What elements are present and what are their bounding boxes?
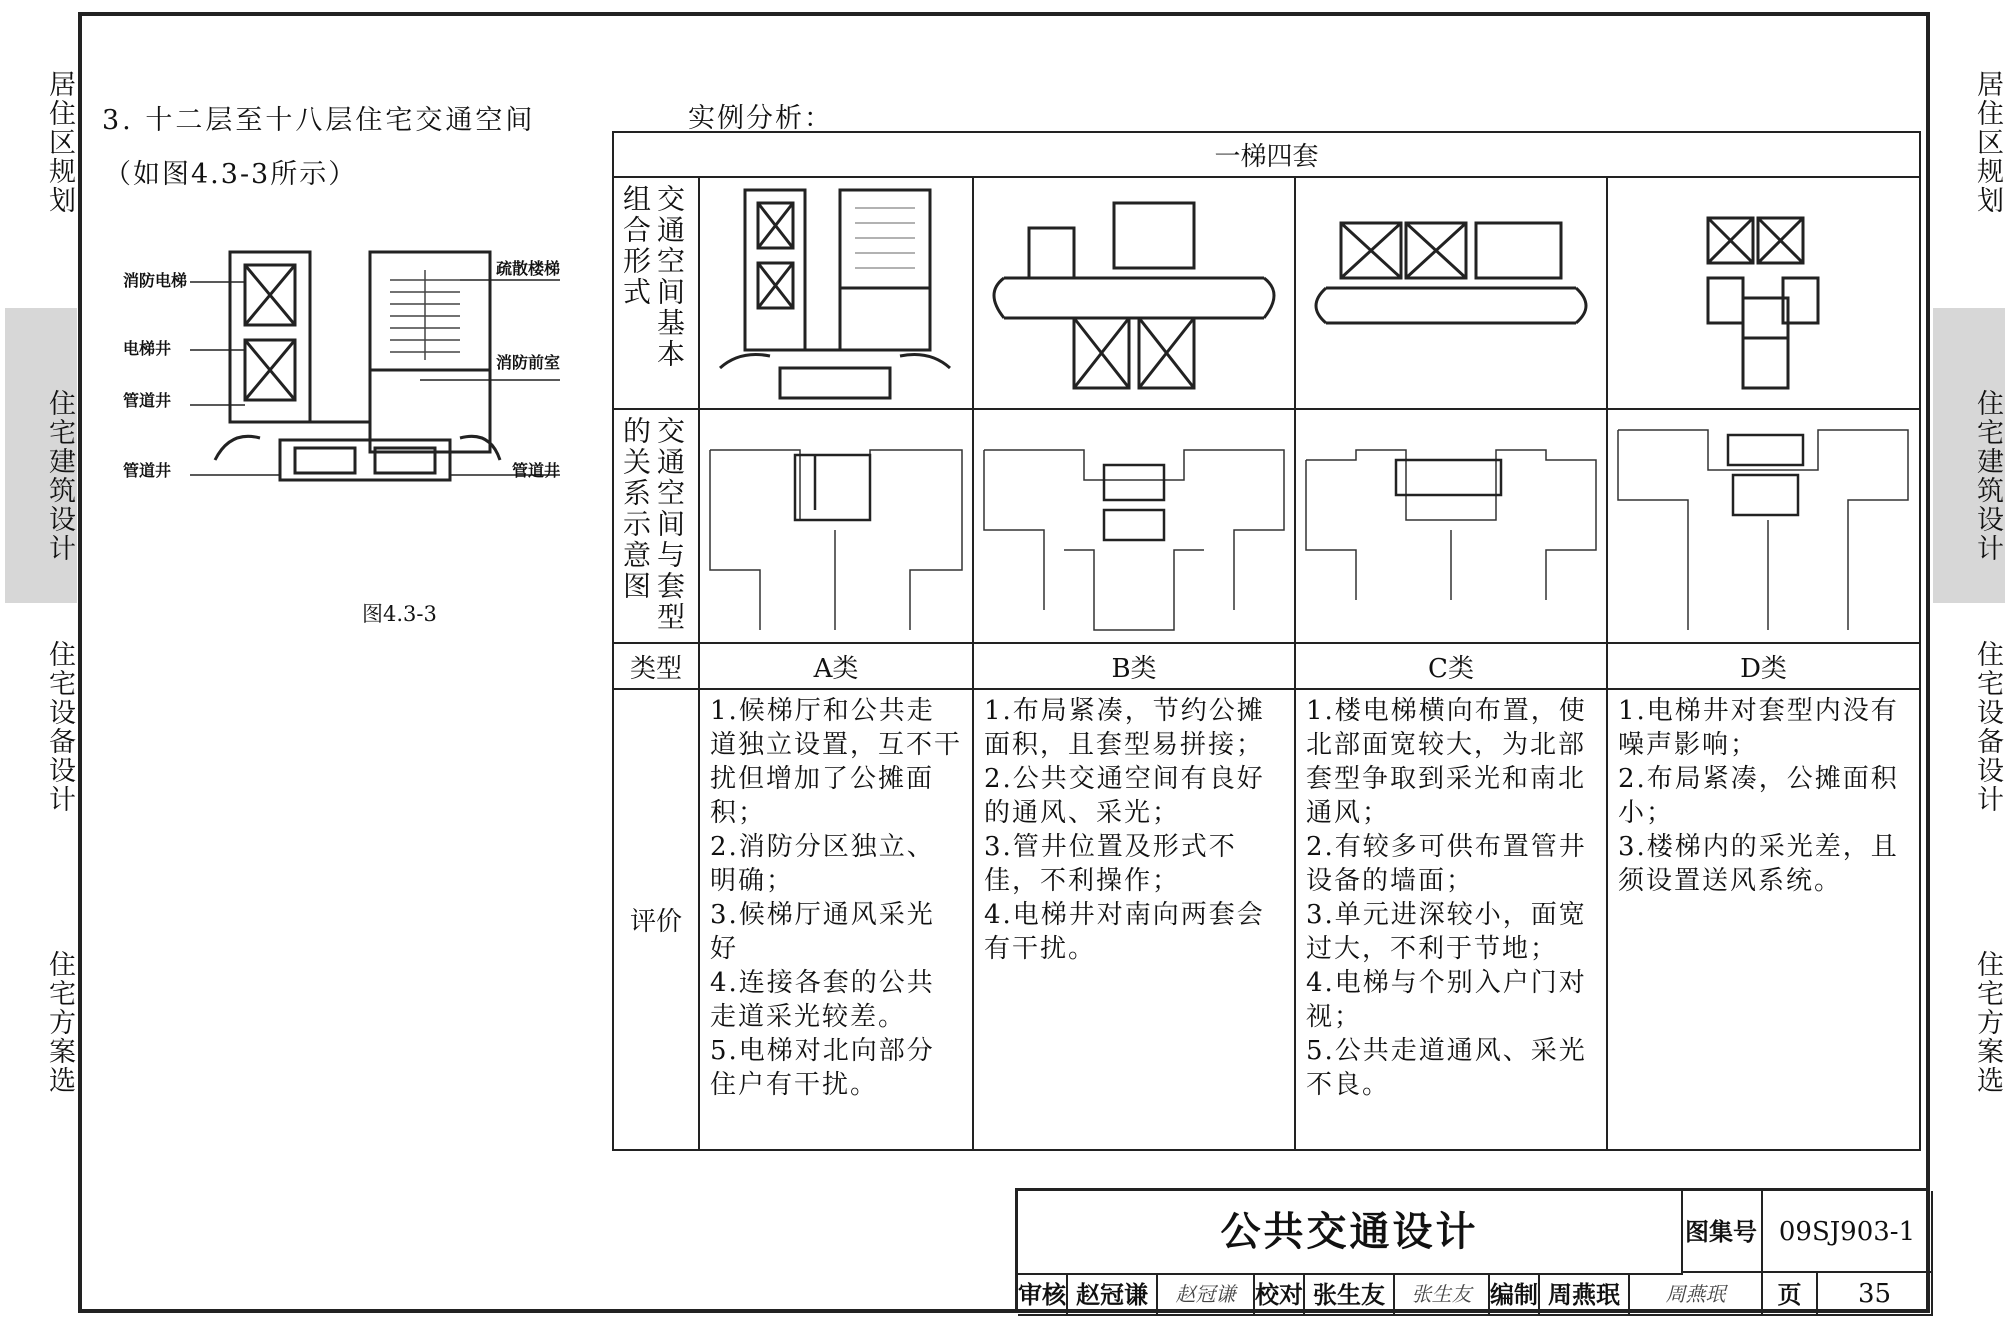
figure-4-3-3 [120, 240, 580, 500]
relation-a-drawing [700, 410, 972, 640]
relation-d-drawing [1608, 410, 1919, 640]
side-tab-equipment-design[interactable]: 住宅设备设计 [44, 640, 75, 814]
plan-a-core [700, 178, 972, 408]
table-title: 一梯四套 [613, 132, 1920, 177]
basic-form-a [699, 177, 973, 409]
evaluation-c [1295, 689, 1607, 1150]
row-label-basic-form-text: 交通空间基本组合形式 [619, 184, 686, 370]
page-number: 35 [1818, 1273, 1933, 1316]
plan-b-core [974, 178, 1294, 408]
side-tab-scheme[interactable]: 住宅方案选 [44, 950, 75, 1095]
relation-b-drawing [974, 410, 1294, 640]
type-b: B类 [973, 643, 1295, 689]
label-pipe-shaft-3: 管道井 [512, 461, 561, 480]
analysis-heading: 实例分析： [688, 103, 833, 134]
title-block [1015, 1188, 1930, 1313]
evaluation-d [1607, 689, 1920, 1150]
relation-a [699, 409, 973, 643]
checker-signature: 张生友 [1395, 1273, 1490, 1316]
label-pipe-shaft-1: 管道井 [123, 391, 172, 410]
atlas-label: 图集号 [1681, 1191, 1763, 1273]
plan-c-core [1296, 178, 1606, 408]
reviewer-name: 赵冠谦 [1068, 1273, 1158, 1316]
type-d: D类 [1607, 643, 1920, 689]
relation-d [1607, 409, 1920, 643]
type-c: C类 [1295, 643, 1607, 689]
basic-form-c [1295, 177, 1607, 409]
side-tab-planning[interactable]: 居住区规划 [44, 70, 75, 215]
section-heading: 3. 十二层至十八层住宅交通空间 [102, 105, 536, 136]
side-tab-building-design[interactable]: 住宅建筑设计 [5, 308, 77, 603]
basic-form-d [1607, 177, 1920, 409]
figure-caption: 图4.3-3 [362, 602, 437, 626]
evaluation-d-text: 1.电梯井对套型内没有噪声影响； 2.布局紧凑，公摊面积小； 3.楼梯内的采光差，且须设置送风系统。 [1618, 696, 1899, 896]
relation-c-drawing [1296, 410, 1606, 640]
atlas-number: 09SJ903-1 [1763, 1191, 1933, 1273]
drawing-title: 公共交通设计 [1018, 1191, 1683, 1275]
review-label: 审核 [1018, 1273, 1068, 1316]
evaluation-a-text: 1.候梯厅和公共走道独立设置，互不干扰但增加了公摊面积； 2.消防分区独立、明确； 3.候梯厅通风采光好 4.连接各套的公共走道采光较差。 5.电梯对北向部分住户有干扰。 [710, 696, 963, 1100]
row-label-type: 类型 [613, 643, 699, 689]
relation-c [1295, 409, 1607, 643]
section-subheading: （如图4.3-3所示） [104, 159, 358, 190]
relation-b [973, 409, 1295, 643]
check-label: 校对 [1255, 1273, 1305, 1316]
row-label-evaluation: 评价 [613, 689, 699, 1150]
reviewer-signature: 赵冠谦 [1158, 1273, 1255, 1316]
label-evac-stair: 疏散楼梯 [496, 259, 561, 278]
row-label-relation [613, 409, 699, 643]
basic-form-b [973, 177, 1295, 409]
page-label: 页 [1763, 1273, 1818, 1316]
draw-label: 编制 [1490, 1273, 1540, 1316]
label-fire-anteroom: 消防前室 [496, 353, 561, 372]
row-label-relation-text: 交通空间与套型的关系示意图 [619, 416, 686, 633]
evaluation-c-text: 1.楼电梯横向布置，使北部面宽较大，为北部套型争取到采光和南北通风； 2.有较多可供布置管井设备的墙面； 3.单元进深较小，面宽过大，不利于节地； 4.电梯与个别入户门对视； 5.公共走道通风、采光不良。 [1306, 696, 1587, 1100]
label-pipe-shaft-2: 管道井 [123, 461, 172, 480]
type-a: A类 [699, 643, 973, 689]
side-tab-scheme-right[interactable]: 住宅方案选 [1972, 950, 2003, 1095]
drafter-signature: 周燕珉 [1630, 1273, 1763, 1316]
side-tab-equipment-design-right[interactable]: 住宅设备设计 [1972, 640, 2003, 814]
evaluation-a [699, 689, 973, 1150]
plan-d-core [1608, 178, 1919, 408]
analysis-table [612, 131, 1921, 1151]
label-elevator-shaft: 电梯井 [123, 339, 172, 358]
side-tab-building-design-right[interactable]: 住宅建筑设计 [1933, 308, 2005, 603]
checker-name: 张生友 [1305, 1273, 1395, 1316]
row-label-basic-form [613, 177, 699, 409]
evaluation-b [973, 689, 1295, 1150]
evaluation-b-text: 1.布局紧凑，节约公摊面积，且套型易拼接； 2.公共交通空间有良好的通风、采光； 3.管井位置及形式不佳，不利操作； 4.电梯井对南向两套会有干扰。 [984, 696, 1265, 964]
side-tab-planning-right[interactable]: 居住区规划 [1972, 70, 2003, 215]
label-fire-elevator: 消防电梯 [123, 271, 188, 290]
drafter-name: 周燕珉 [1540, 1273, 1630, 1316]
